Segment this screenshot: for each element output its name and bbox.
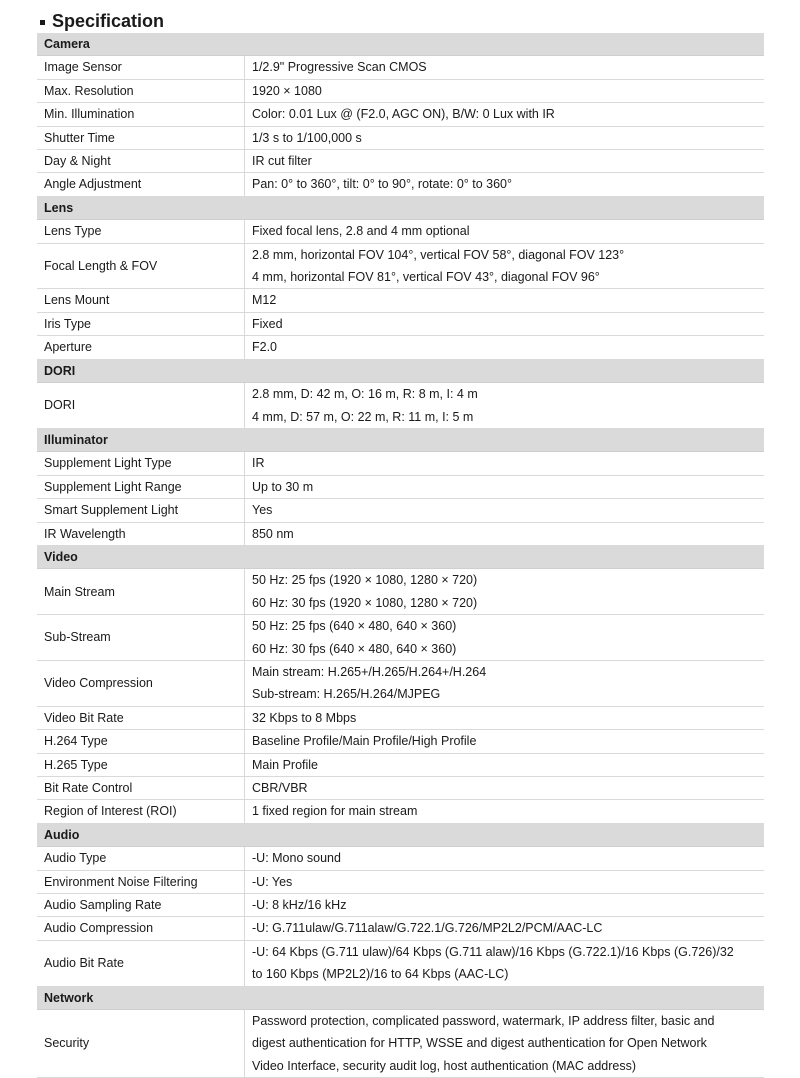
- table-row: [37, 894, 764, 917]
- table-row: [37, 383, 764, 429]
- spec-label: Aperture: [37, 336, 245, 359]
- spec-value-line: Video Interface, security audit log, host authentication (MAC address): [252, 1058, 637, 1073]
- spec-label: Bit Rate Control: [37, 777, 245, 800]
- spec-value-line: Baseline Profile/Main Profile/High Profile: [252, 734, 477, 749]
- spec-value: [245, 917, 765, 940]
- spec-label: Main Stream: [37, 569, 245, 615]
- table-row: [37, 312, 764, 335]
- spec-value: [245, 383, 765, 429]
- spec-label: Supplement Light Type: [37, 452, 245, 475]
- spec-value: [245, 847, 765, 870]
- spec-table: [37, 33, 764, 1078]
- page-title: Specification: [52, 10, 165, 31]
- spec-label: Audio Sampling Rate: [37, 894, 245, 917]
- table-row: [37, 940, 764, 986]
- spec-label: Shutter Time: [37, 126, 245, 149]
- section-header-audio: [37, 823, 764, 846]
- spec-value: [245, 103, 765, 126]
- spec-value-line: 4 mm, horizontal FOV 81°, vertical FOV 43°, diagonal FOV 96°: [252, 270, 600, 285]
- spec-value: [245, 660, 765, 706]
- spec-value-line: -U: Mono sound: [252, 851, 341, 866]
- spec-label: Video Compression: [37, 660, 245, 706]
- spec-value: [245, 79, 765, 102]
- table-row: [37, 103, 764, 126]
- section-header-dori: [37, 359, 764, 382]
- section-header-illuminator: [37, 428, 764, 451]
- spec-label: DORI: [37, 383, 245, 429]
- spec-label: IR Wavelength: [37, 522, 245, 545]
- spec-value: [245, 173, 765, 196]
- spec-value: [245, 894, 765, 917]
- spec-value-line: Password protection, complicated password, watermark, IP address filter, basic and: [252, 1014, 715, 1029]
- spec-value: [245, 522, 765, 545]
- table-row: [37, 777, 764, 800]
- spec-label: Security: [37, 1010, 245, 1078]
- spec-label: Max. Resolution: [37, 79, 245, 102]
- section-header-camera: [37, 33, 764, 56]
- spec-label: Audio Bit Rate: [37, 940, 245, 986]
- table-row: [37, 150, 764, 173]
- spec-value-line: 1920 × 1080: [252, 83, 322, 98]
- spec-value-line: F2.0: [252, 340, 278, 355]
- spec-value: [245, 499, 765, 522]
- spec-table-body: [37, 33, 764, 1078]
- spec-value-line: Up to 30 m: [252, 479, 314, 494]
- spec-value: [245, 150, 765, 173]
- section-title: Camera: [37, 33, 764, 56]
- table-row: [37, 870, 764, 893]
- table-row: [37, 569, 764, 615]
- spec-label: Image Sensor: [37, 56, 245, 79]
- spec-value-line: 1/3 s to 1/100,000 s: [252, 130, 362, 145]
- spec-value-line: CBR/VBR: [252, 781, 308, 795]
- spec-value-line: -U: Yes: [252, 874, 293, 889]
- spec-label: H.264 Type: [37, 730, 245, 753]
- spec-value: [245, 615, 765, 661]
- spec-value-line: 1 fixed region for main stream: [252, 804, 418, 819]
- spec-label: Day & Night: [37, 150, 245, 173]
- spec-value: [245, 220, 765, 243]
- spec-value-line: -U: 8 kHz/16 kHz: [252, 898, 347, 913]
- spec-value-line: 50 Hz: 25 fps (1920 × 1080, 1280 × 720): [252, 573, 478, 588]
- spec-label: Lens Type: [37, 220, 245, 243]
- table-row: [37, 499, 764, 522]
- table-row: [37, 1010, 764, 1078]
- spec-value: [245, 475, 765, 498]
- spec-label: H.265 Type: [37, 753, 245, 776]
- spec-label: Lens Mount: [37, 289, 245, 312]
- spec-value-line: 4 mm, D: 57 m, O: 22 m, R: 11 m, I: 5 m: [252, 409, 474, 424]
- spec-value-line: 60 Hz: 30 fps (640 × 480, 640 × 360): [252, 641, 457, 656]
- table-row: [37, 475, 764, 498]
- spec-label: Sub-Stream: [37, 615, 245, 661]
- spec-value-line: 32 Kbps to 8 Mbps: [252, 710, 357, 725]
- spec-value: [245, 289, 765, 312]
- spec-value: [245, 777, 765, 800]
- section-title: DORI: [37, 359, 764, 382]
- spec-label: Audio Type: [37, 847, 245, 870]
- table-row: [37, 56, 764, 79]
- table-row: [37, 800, 764, 823]
- spec-label: Angle Adjustment: [37, 173, 245, 196]
- spec-value-line: Color: 0.01 Lux @ (F2.0, AGC ON), B/W: 0 Lux with IR: [252, 107, 555, 122]
- table-row: [37, 847, 764, 870]
- spec-value-line: to 160 Kbps (MP2L2)/16 to 64 Kbps (AAC-LC): [252, 967, 509, 982]
- spec-value-line: Main Profile: [252, 757, 318, 772]
- section-header-lens: [37, 196, 764, 219]
- spec-label: Min. Illumination: [37, 103, 245, 126]
- table-row: [37, 730, 764, 753]
- spec-value-line: -U: G.711ulaw/G.711alaw/G.722.1/G.726/MP2L2/PCM/AAC-LC: [252, 921, 603, 936]
- spec-label: Smart Supplement Light: [37, 499, 245, 522]
- spec-value-line: 2.8 mm, horizontal FOV 104°, vertical FOV 58°, diagonal FOV 123°: [252, 247, 625, 262]
- spec-value-line: 1/2.9" Progressive Scan CMOS: [252, 60, 427, 75]
- spec-label: Focal Length & FOV: [37, 243, 245, 289]
- spec-value: [245, 706, 765, 729]
- spec-value: [245, 870, 765, 893]
- spec-value: [245, 126, 765, 149]
- spec-value-line: M12: [252, 293, 277, 308]
- table-row: [37, 615, 764, 661]
- table-row: [37, 79, 764, 102]
- spec-heading: [40, 9, 164, 33]
- table-row: [37, 660, 764, 706]
- section-title: Audio: [37, 823, 764, 846]
- section-title: Lens: [37, 196, 764, 219]
- spec-value-line: 2.8 mm, D: 42 m, O: 16 m, R: 8 m, I: 4 m: [252, 387, 478, 402]
- table-row: [37, 522, 764, 545]
- spec-value-line: 850 nm: [252, 526, 294, 541]
- spec-value: [245, 56, 765, 79]
- spec-value-line: digest authentication for HTTP, WSSE and digest authentication for Open Network: [252, 1036, 707, 1051]
- section-title: Video: [37, 545, 764, 568]
- spec-value: [245, 940, 765, 986]
- spec-value: [245, 452, 765, 475]
- spec-value-line: IR cut filter: [252, 154, 312, 169]
- table-row: [37, 917, 764, 940]
- table-row: [37, 173, 764, 196]
- spec-value-line: -U: 64 Kbps (G.711 ulaw)/64 Kbps (G.711 alaw)/16 Kbps (G.722.1)/16 Kbps (G.726)/32: [252, 944, 734, 959]
- spec-label: Iris Type: [37, 312, 245, 335]
- section-title: Illuminator: [37, 428, 764, 451]
- table-row: [37, 753, 764, 776]
- spec-label: Supplement Light Range: [37, 475, 245, 498]
- spec-value: [245, 753, 765, 776]
- table-row: [37, 706, 764, 729]
- section-title: Network: [37, 986, 764, 1009]
- spec-label: Environment Noise Filtering: [37, 870, 245, 893]
- table-row: [37, 336, 764, 359]
- bullet-icon: [40, 20, 45, 25]
- table-row: [37, 243, 764, 289]
- spec-value-line: 60 Hz: 30 fps (1920 × 1080, 1280 × 720): [252, 595, 478, 610]
- spec-value: [245, 336, 765, 359]
- table-row: [37, 126, 764, 149]
- section-header-video: [37, 545, 764, 568]
- spec-value: [245, 569, 765, 615]
- spec-value-line: Main stream: H.265+/H.265/H.264+/H.264: [252, 664, 487, 679]
- table-row: [37, 289, 764, 312]
- spec-value-line: IR: [252, 456, 265, 471]
- spec-value: [245, 800, 765, 823]
- spec-value-line: Fixed: [252, 316, 283, 331]
- spec-value: [245, 312, 765, 335]
- spec-value: [245, 730, 765, 753]
- spec-value-line: 50 Hz: 25 fps (640 × 480, 640 × 360): [252, 619, 457, 634]
- spec-label: Audio Compression: [37, 917, 245, 940]
- section-header-network: [37, 986, 764, 1009]
- spec-value-line: Fixed focal lens, 2.8 and 4 mm optional: [252, 224, 470, 239]
- table-row: [37, 220, 764, 243]
- spec-value-line: Yes: [252, 503, 273, 518]
- spec-label: Video Bit Rate: [37, 706, 245, 729]
- spec-label: Region of Interest (ROI): [37, 800, 245, 823]
- spec-value: [245, 243, 765, 289]
- spec-value-line: Sub-stream: H.265/H.264/MJPEG: [252, 687, 441, 702]
- spec-value-line: Pan: 0° to 360°, tilt: 0° to 90°, rotate: 0° to 360°: [252, 177, 513, 192]
- spec-value: [245, 1010, 765, 1078]
- table-row: [37, 452, 764, 475]
